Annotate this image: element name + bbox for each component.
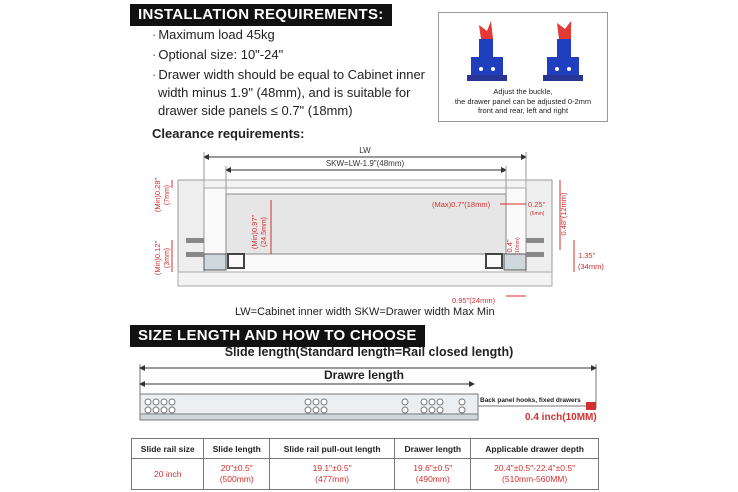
header-slide-rail-size: Slide rail size xyxy=(132,439,204,459)
svg-text:(10mm): (10mm) xyxy=(515,237,521,255)
cell-drawer-length: 19.6"±0.5" (490mm) xyxy=(395,459,471,490)
svg-text:(3mm): (3mm) xyxy=(164,247,171,269)
header-drawer-depth: Applicable drawer depth xyxy=(471,439,599,459)
back-panel-hooks-label: Back panel hooks, fixed drawers xyxy=(480,397,581,404)
min-097-label: (Min)0.97" xyxy=(250,214,259,250)
drawre-length-label: Drawre length xyxy=(324,368,405,382)
req-drawer-width-1: · Drawer width should be equal to Cabinet inner xyxy=(152,67,426,82)
buckle-caption: Adjust the buckle, the drawer panel can be adjusted 0-2mm front and rear, left and right xyxy=(454,87,592,115)
min-028-label: (Min)0.28" xyxy=(153,177,162,213)
min-012-label: (Min)0.12" xyxy=(153,240,162,276)
v135-label: 1.35" xyxy=(578,251,596,260)
cabinet-right-wall xyxy=(526,180,552,286)
size-table xyxy=(131,438,599,490)
header-pull-out-length: Slide rail pull-out length xyxy=(269,439,394,459)
max-07-label: (Max)0.7"(18mm) xyxy=(432,200,491,209)
installation-title: INSTALLATION REQUIREMENTS: xyxy=(130,4,392,26)
clearance-title: Clearance requirements: xyxy=(152,126,305,141)
skw-label: SKW=LW-1.9"(48mm) xyxy=(325,159,405,168)
header-drawer-length: Drawer length xyxy=(395,439,471,459)
ten-mm-label: 0.4 inch(10MM) xyxy=(525,412,597,423)
svg-text:(24.5mm): (24.5mm) xyxy=(261,217,268,247)
lw-label: LW xyxy=(359,146,371,155)
table-row xyxy=(132,459,599,490)
v025-label: 0.25" xyxy=(528,200,546,209)
req-drawer-width-3: drawer side panels ≤ 0.7" (18mm) xyxy=(158,103,353,118)
size-title: SIZE LENGTH AND HOW TO CHOOSE xyxy=(130,325,425,347)
v04-label: 0.4" xyxy=(505,239,514,253)
v095-label: 0.95"(24mm) xyxy=(452,296,496,305)
req-max-load: · Maximum load 45kg xyxy=(152,27,275,42)
req-optional-size: · Optional size: 10"-24" xyxy=(152,47,284,62)
cell-size: 20 inch xyxy=(132,459,204,490)
svg-text:(34mm): (34mm) xyxy=(578,262,604,271)
cell-drawer-depth: 20.4"±0.5"-22.4"±0.5" (510mm-560MM) xyxy=(471,459,599,490)
svg-text:(6mm): (6mm) xyxy=(530,211,545,217)
cell-pull-out: 19.1"±0.5" (477mm) xyxy=(269,459,394,490)
cell-slide-length: 20"±0.5" (500mm) xyxy=(204,459,269,490)
req-drawer-width-2: width minus 1.9" (48mm), and is suitable for xyxy=(158,85,411,100)
slide-length-title: Slide length(Standard length=Rail closed length) xyxy=(224,345,514,359)
header-slide-length: Slide length xyxy=(204,439,269,459)
clearance-legend: LW=Cabinet inner width SKW=Drawer width Max Min xyxy=(235,306,495,318)
svg-text:(7mm): (7mm) xyxy=(164,184,171,206)
table-header-row xyxy=(132,439,599,459)
cabinet-left-wall xyxy=(178,180,204,286)
v048-label: 0.48"(12mm) xyxy=(559,192,568,236)
